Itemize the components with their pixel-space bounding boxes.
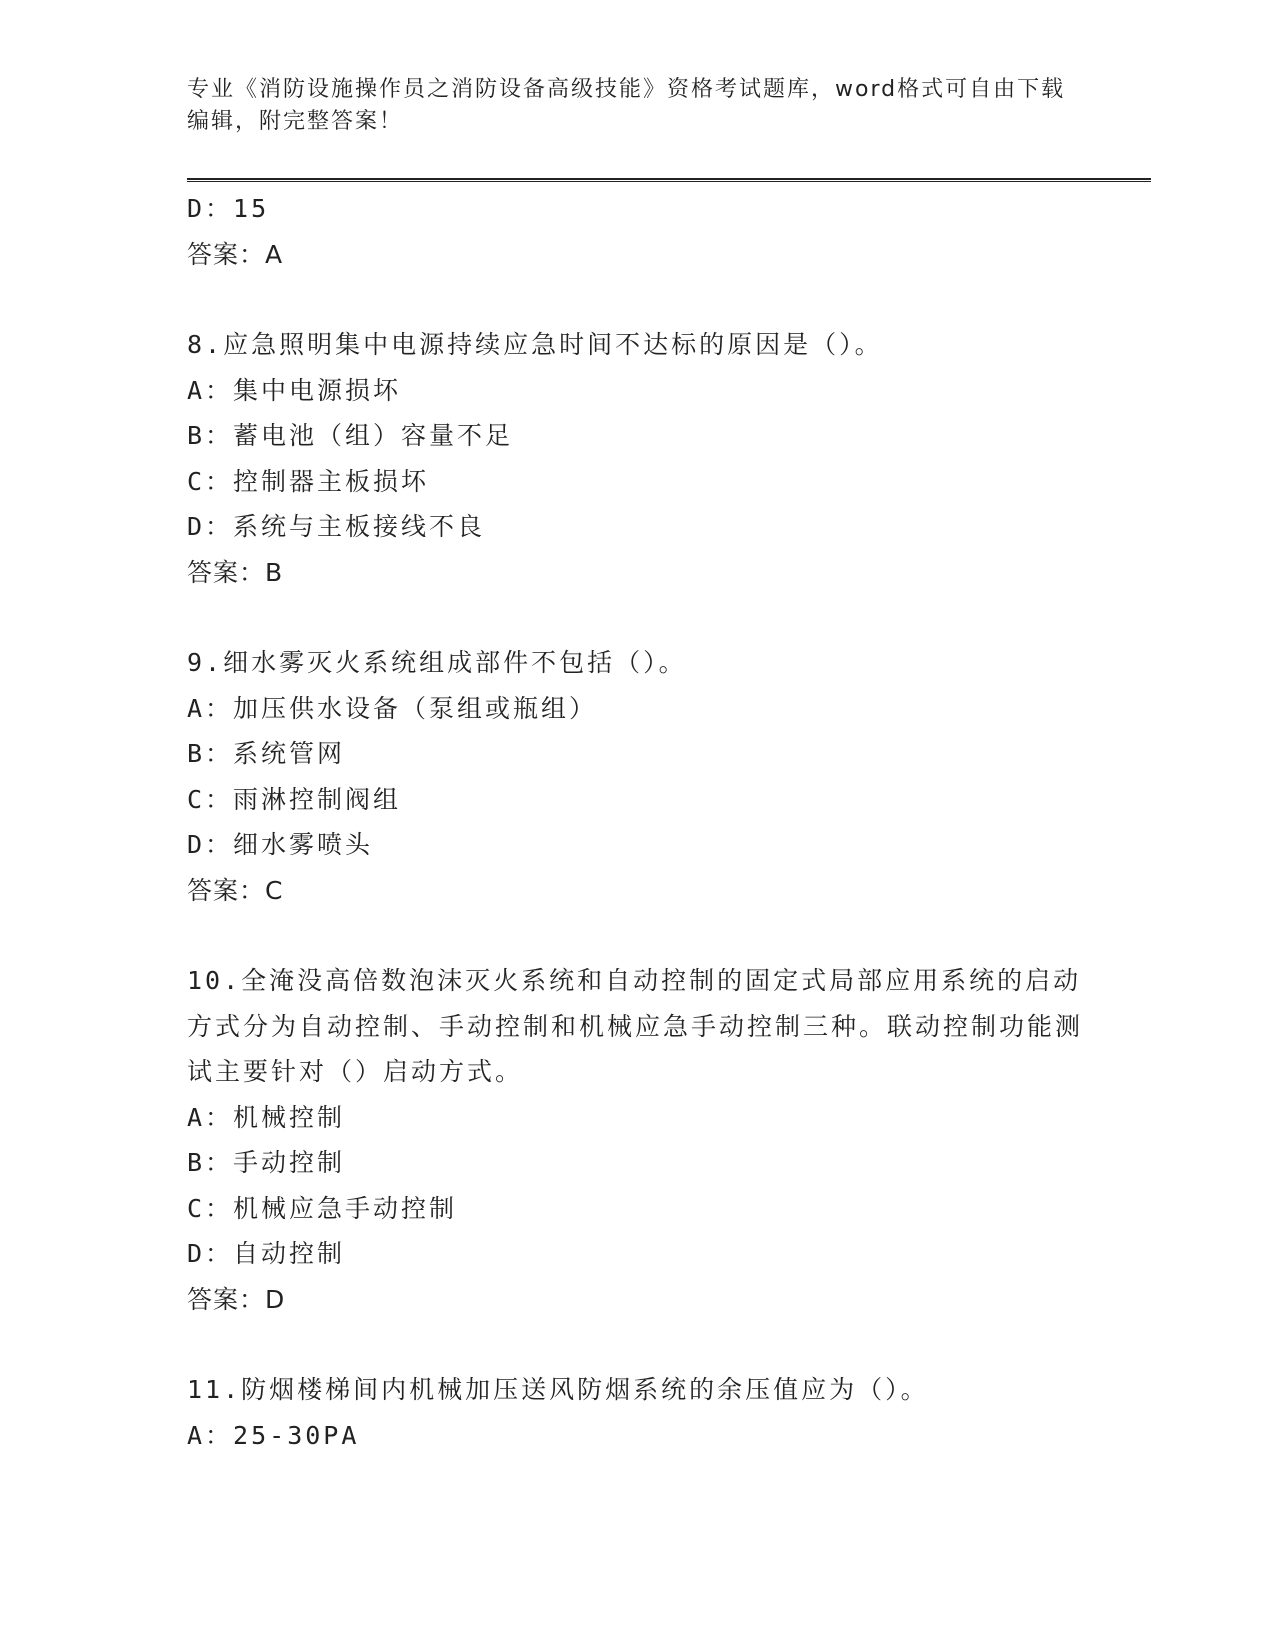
question-8 [187,322,1087,595]
option-b: B：手动控制 [187,1148,346,1177]
option-d: D：自动控制 [187,1239,346,1268]
option-b: B：蓄电池（组）容量不足 [187,421,514,450]
option-c: C：控制器主板损坏 [187,466,430,496]
header-divider [187,178,1151,182]
answer: 答案：B [187,557,284,587]
option-c: C：机械应急手动控制 [187,1193,458,1223]
question-text: 10.全淹没高倍数泡沫灭火系统和自动控制的固定式局部应用系统的启动方式分为自动控制、手动控制和机械应急手动控制三种。联动控制功能测试主要针对（）启动方式。 [187,966,1084,1086]
option-d: D：15 [187,194,270,223]
question-text: 8.应急照明集中电源持续应急时间不达标的原因是（）。 [187,330,883,359]
option-a: A：25-30PA [187,1420,360,1450]
option-d: D：系统与主板接线不良 [187,512,486,541]
answer: 答案：C [187,875,284,905]
question-10 [187,958,1087,1322]
question-text: 9.细水雾灭火系统组成部件不包括（）。 [187,648,687,677]
answer: 答案：A [187,239,284,269]
page-header: 专业《消防设施操作员之消防设备高级技能》资格考试题库，word格式可自由下载编辑，附完整答案！ [187,77,1066,134]
partial-question [187,186,1087,277]
answer: 答案：D [187,1284,286,1314]
option-d: D：细水雾喷头 [187,830,374,859]
option-c: C：雨淋控制阀组 [187,784,402,814]
option-a: A：机械控制 [187,1102,346,1132]
document-body [187,186,1087,1458]
question-text: 11.防烟楼梯间内机械加压送风防烟系统的余压值应为（）。 [187,1375,929,1404]
option-b: B：系统管网 [187,739,346,768]
option-a: A：集中电源损坏 [187,375,402,405]
question-11 [187,1367,1087,1458]
question-9 [187,640,1087,913]
option-a: A：加压供水设备（泵组或瓶组） [187,693,598,723]
